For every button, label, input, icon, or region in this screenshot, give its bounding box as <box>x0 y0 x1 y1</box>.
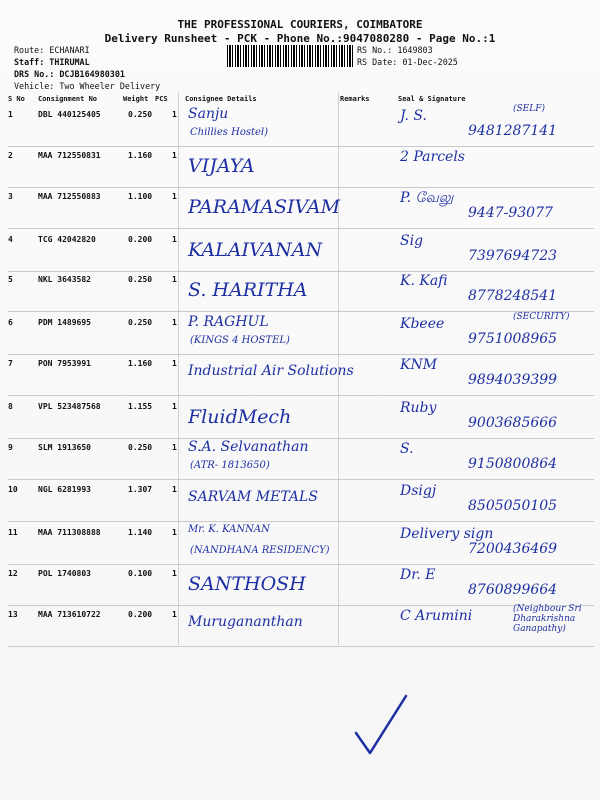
consignee-handwriting: S.A. Selvanathan <box>188 439 309 455</box>
remarks-note: (SECURITY) <box>513 312 570 322</box>
phone-number: 7200436469 <box>468 541 558 557</box>
row-sno: 7 <box>8 359 13 368</box>
phone-number: 9894039399 <box>468 372 558 388</box>
row-consignment: SLM 1913650 <box>38 443 91 452</box>
row-pcs: 1 <box>172 528 177 537</box>
runsheet-title: Delivery Runsheet - PCK - Phone No.:9047080280 - Page No.:1 <box>104 32 496 45</box>
header-remarks: Remarks <box>340 95 370 103</box>
row-weight: 0.250 <box>128 110 153 119</box>
row-pcs: 1 <box>172 275 177 284</box>
signature: P. வேலு <box>400 190 454 206</box>
phone-number: 9481287141 <box>468 123 558 139</box>
row-pcs: 1 <box>172 402 177 411</box>
row-sno: 10 <box>8 485 18 494</box>
consignee-handwriting: FluidMech <box>188 406 292 428</box>
row-weight: 0.200 <box>128 235 153 244</box>
signature: C Arumini <box>400 608 473 624</box>
table-row <box>8 565 594 606</box>
row-consignment: NGL 6281993 <box>38 485 91 494</box>
row-weight: 1.160 <box>128 359 153 368</box>
company-title: THE PROFESSIONAL COURIERS, COIMBATORE <box>177 18 423 31</box>
row-consignment: NKL 3643582 <box>38 275 91 284</box>
signature: 2 Parcels <box>400 149 465 165</box>
signature: Sig <box>400 233 424 249</box>
row-weight: 1.140 <box>128 528 153 537</box>
row-weight: 0.250 <box>128 318 153 327</box>
header-weight: Weight <box>123 95 149 103</box>
consignee-handwriting: Sanju <box>188 106 229 122</box>
consignee-handwriting: P. RAGHUL <box>188 314 269 330</box>
phone-number: 9150800864 <box>468 456 558 472</box>
row-pcs: 1 <box>172 110 177 119</box>
row-weight: 1.160 <box>128 151 153 160</box>
route: Route: ECHANARI <box>14 45 90 55</box>
consignee-handwriting: KALAIVANAN <box>188 239 323 261</box>
row-consignment: MAA 711308888 <box>38 528 101 537</box>
row-weight: 0.100 <box>128 569 153 578</box>
consignee-handwriting: S. HARITHA <box>188 279 308 301</box>
row-consignment: TCG 42042820 <box>38 235 96 244</box>
signature: Dr. E <box>400 567 436 583</box>
table-row <box>8 439 594 480</box>
row-consignment: PON 7953991 <box>38 359 91 368</box>
table-row <box>8 314 594 355</box>
row-sno: 12 <box>8 569 18 578</box>
phone-number: 9751008965 <box>468 331 558 347</box>
phone-number: 8505050105 <box>468 498 558 514</box>
row-pcs: 1 <box>172 192 177 201</box>
consignee-note: (NANDHANA RESIDENCY) <box>190 545 330 556</box>
consignee-note: Chillies Hostel) <box>190 127 269 138</box>
row-pcs: 1 <box>172 610 177 619</box>
checkmark-icon <box>352 690 412 760</box>
barcode <box>227 45 353 67</box>
consignee-handwriting: SANTHOSH <box>188 573 306 595</box>
signature: KNM <box>400 357 438 373</box>
row-pcs: 1 <box>172 359 177 368</box>
row-weight: 1.100 <box>128 192 153 201</box>
row-sno: 4 <box>8 235 13 244</box>
drs-no: DRS No.: DCJB164980301 <box>14 69 125 79</box>
row-pcs: 1 <box>172 318 177 327</box>
row-sno: 13 <box>8 610 18 619</box>
row-weight: 1.307 <box>128 485 153 494</box>
rs-date: RS Date: 01-Dec-2025 <box>357 57 458 67</box>
remarks-note: (SELF) <box>513 104 545 114</box>
row-pcs: 1 <box>172 443 177 452</box>
phone-number: 9003685666 <box>468 415 558 431</box>
row-consignment: MAA 712550831 <box>38 151 101 160</box>
remarks-note: (Neighbour Sri Dharakrishna Ganapathy) <box>513 604 582 634</box>
consignee-note: (ATR- 1813650) <box>190 460 270 471</box>
table-row <box>8 524 594 565</box>
table-row <box>8 231 594 272</box>
phone-number: 9447-93077 <box>468 205 553 221</box>
row-sno: 2 <box>8 151 13 160</box>
signature: Ruby <box>400 400 437 416</box>
vehicle: Vehicle: Two Wheeler Delivery <box>14 81 161 91</box>
signature: Dsigj <box>400 483 437 499</box>
signature: K. Kafi <box>400 273 448 289</box>
consignee-handwriting: Murugananthan <box>188 614 303 630</box>
rs-no: RS No.: 1649803 <box>357 45 433 55</box>
table-row <box>8 398 594 439</box>
row-sno: 5 <box>8 275 13 284</box>
consignee-handwriting: VIJAYA <box>188 155 255 177</box>
row-consignment: VPL 523487568 <box>38 402 101 411</box>
header-consignment: Consignment No <box>38 95 98 103</box>
signature: Delivery sign <box>400 526 494 542</box>
consignee-handwriting: SARVAM METALS <box>188 489 318 505</box>
phone-number: 7397694723 <box>468 248 558 264</box>
signature: J. S. <box>400 108 427 124</box>
row-sno: 9 <box>8 443 13 452</box>
header-seal: Seal & Signature <box>398 95 466 103</box>
row-weight: 0.250 <box>128 443 153 452</box>
row-sno: 11 <box>8 528 18 537</box>
row-consignment: DBL 440125405 <box>38 110 101 119</box>
table-row <box>8 147 594 188</box>
staff: Staff: THIRUMAL <box>14 57 90 67</box>
header-consignee: Consignee Details <box>185 95 257 103</box>
table-row <box>8 481 594 522</box>
row-pcs: 1 <box>172 235 177 244</box>
row-consignment: POL 1740803 <box>38 569 91 578</box>
row-consignment: MAA 713610722 <box>38 610 101 619</box>
phone-number: 8760899664 <box>468 582 558 598</box>
row-consignment: PDM 1489695 <box>38 318 91 327</box>
table-row <box>8 606 594 647</box>
signature: Kbeee <box>400 316 445 332</box>
phone-number: 8778248541 <box>468 288 558 304</box>
row-weight: 0.250 <box>128 275 153 284</box>
consignee-handwriting: Industrial Air Solutions <box>188 363 354 379</box>
row-pcs: 1 <box>172 569 177 578</box>
header-sno: S No <box>8 95 25 103</box>
table-row <box>8 355 594 396</box>
table-row <box>8 188 594 229</box>
row-pcs: 1 <box>172 151 177 160</box>
row-pcs: 1 <box>172 485 177 494</box>
row-weight: 1.155 <box>128 402 153 411</box>
row-weight: 0.200 <box>128 610 153 619</box>
consignee-note: (KINGS 4 HOSTEL) <box>190 335 290 346</box>
row-sno: 6 <box>8 318 13 327</box>
table-row <box>8 271 594 312</box>
header-pcs: PCS <box>155 95 168 103</box>
signature: S. <box>400 441 414 457</box>
row-sno: 1 <box>8 110 13 119</box>
row-sno: 8 <box>8 402 13 411</box>
table-row <box>8 106 594 147</box>
consignee-handwriting: Mr. K. KANNAN <box>188 524 270 535</box>
row-consignment: MAA 712550883 <box>38 192 101 201</box>
consignee-handwriting: PARAMASIVAM <box>188 196 341 218</box>
row-sno: 3 <box>8 192 13 201</box>
